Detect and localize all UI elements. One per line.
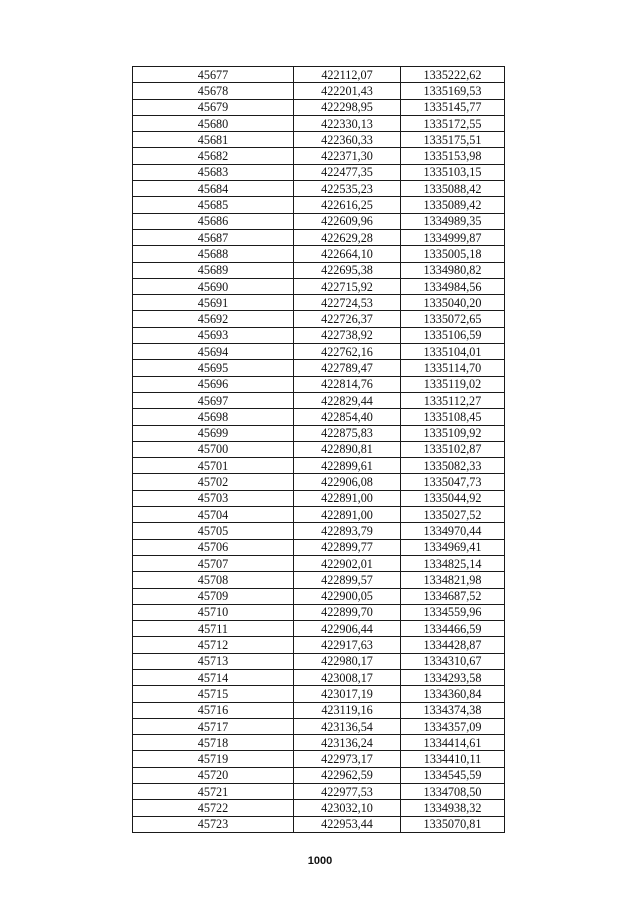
x-coordinate-cell: 422695,38 (294, 262, 401, 278)
x-coordinate-cell: 422899,77 (294, 539, 401, 555)
x-coordinate-cell: 423032,10 (294, 800, 401, 816)
y-coordinate-cell: 1334970,44 (401, 523, 505, 539)
point-number-cell: 45703 (133, 490, 294, 506)
point-number-cell: 45718 (133, 735, 294, 751)
table-row (133, 246, 505, 262)
table-row (133, 751, 505, 767)
table-row (133, 458, 505, 474)
table-row (133, 213, 505, 229)
point-number-cell: 45706 (133, 539, 294, 555)
point-number-cell: 45709 (133, 588, 294, 604)
y-coordinate-cell: 1335088,42 (401, 181, 505, 197)
point-number-cell: 45678 (133, 83, 294, 99)
x-coordinate-cell: 423119,16 (294, 702, 401, 718)
y-coordinate-cell: 1334708,50 (401, 784, 505, 800)
x-coordinate-cell: 422535,23 (294, 181, 401, 197)
y-coordinate-cell: 1335175,51 (401, 132, 505, 148)
point-number-cell: 45707 (133, 555, 294, 571)
table-row (133, 425, 505, 441)
table-row (133, 539, 505, 555)
y-coordinate-cell: 1334687,52 (401, 588, 505, 604)
x-coordinate-cell: 422891,00 (294, 507, 401, 523)
x-coordinate-cell: 422629,28 (294, 229, 401, 245)
x-coordinate-cell: 422980,17 (294, 653, 401, 669)
y-coordinate-cell: 1335172,55 (401, 115, 505, 131)
point-number-cell: 45693 (133, 327, 294, 343)
point-number-cell: 45695 (133, 360, 294, 376)
point-number-cell: 45716 (133, 702, 294, 718)
x-coordinate-cell: 422477,35 (294, 164, 401, 180)
x-coordinate-cell: 422890,81 (294, 441, 401, 457)
y-coordinate-cell: 1335082,33 (401, 458, 505, 474)
point-number-cell: 45713 (133, 653, 294, 669)
table-row (133, 588, 505, 604)
y-coordinate-cell: 1335222,62 (401, 67, 505, 83)
table-row (133, 490, 505, 506)
table-row (133, 555, 505, 571)
x-coordinate-cell: 422899,61 (294, 458, 401, 474)
table-row (133, 686, 505, 702)
y-coordinate-cell: 1335153,98 (401, 148, 505, 164)
table-row (133, 718, 505, 734)
table-row (133, 262, 505, 278)
point-number-cell: 45680 (133, 115, 294, 131)
x-coordinate-cell: 423008,17 (294, 669, 401, 685)
y-coordinate-cell: 1335106,59 (401, 327, 505, 343)
x-coordinate-cell: 422977,53 (294, 784, 401, 800)
point-number-cell: 45697 (133, 392, 294, 408)
x-coordinate-cell: 422726,37 (294, 311, 401, 327)
y-coordinate-cell: 1335109,92 (401, 425, 505, 441)
table-row (133, 311, 505, 327)
point-number-cell: 45719 (133, 751, 294, 767)
table-row (133, 800, 505, 816)
table-row (133, 621, 505, 637)
table-row (133, 99, 505, 115)
point-number-cell: 45705 (133, 523, 294, 539)
y-coordinate-cell: 1334984,56 (401, 278, 505, 294)
x-coordinate-cell: 422953,44 (294, 816, 401, 832)
x-coordinate-cell: 422891,00 (294, 490, 401, 506)
y-coordinate-cell: 1335112,27 (401, 392, 505, 408)
point-number-cell: 45708 (133, 572, 294, 588)
x-coordinate-cell: 422973,17 (294, 751, 401, 767)
table-row (133, 441, 505, 457)
x-coordinate-cell: 422854,40 (294, 409, 401, 425)
y-coordinate-cell: 1335070,81 (401, 816, 505, 832)
table-row (133, 132, 505, 148)
y-coordinate-cell: 1335103,15 (401, 164, 505, 180)
x-coordinate-cell: 422902,01 (294, 555, 401, 571)
table-row (133, 344, 505, 360)
x-coordinate-cell: 422360,33 (294, 132, 401, 148)
point-number-cell: 45687 (133, 229, 294, 245)
x-coordinate-cell: 422899,57 (294, 572, 401, 588)
table-row (133, 735, 505, 751)
y-coordinate-cell: 1334310,67 (401, 653, 505, 669)
point-number-cell: 45714 (133, 669, 294, 685)
x-coordinate-cell: 422738,92 (294, 327, 401, 343)
coordinates-table-body (133, 67, 505, 833)
table-row (133, 327, 505, 343)
table-row (133, 572, 505, 588)
table-row (133, 295, 505, 311)
point-number-cell: 45696 (133, 376, 294, 392)
y-coordinate-cell: 1334360,84 (401, 686, 505, 702)
x-coordinate-cell: 422330,13 (294, 115, 401, 131)
table-row (133, 409, 505, 425)
table-row (133, 197, 505, 213)
x-coordinate-cell: 422893,79 (294, 523, 401, 539)
x-coordinate-cell: 422112,07 (294, 67, 401, 83)
table-row (133, 474, 505, 490)
table-row (133, 148, 505, 164)
y-coordinate-cell: 1334980,82 (401, 262, 505, 278)
x-coordinate-cell: 422201,43 (294, 83, 401, 99)
y-coordinate-cell: 1334466,59 (401, 621, 505, 637)
y-coordinate-cell: 1335169,53 (401, 83, 505, 99)
point-number-cell: 45700 (133, 441, 294, 457)
point-number-cell: 45712 (133, 637, 294, 653)
table-row (133, 604, 505, 620)
coordinates-table (132, 66, 505, 833)
x-coordinate-cell: 423136,54 (294, 718, 401, 734)
table-row (133, 523, 505, 539)
point-number-cell: 45711 (133, 621, 294, 637)
y-coordinate-cell: 1335108,45 (401, 409, 505, 425)
x-coordinate-cell: 422899,70 (294, 604, 401, 620)
x-coordinate-cell: 423017,19 (294, 686, 401, 702)
y-coordinate-cell: 1334545,59 (401, 767, 505, 783)
x-coordinate-cell: 422829,44 (294, 392, 401, 408)
table-row (133, 784, 505, 800)
y-coordinate-cell: 1335119,02 (401, 376, 505, 392)
table-row (133, 392, 505, 408)
table-row (133, 637, 505, 653)
point-number-cell: 45679 (133, 99, 294, 115)
table-row (133, 181, 505, 197)
x-coordinate-cell: 422814,76 (294, 376, 401, 392)
point-number-cell: 45722 (133, 800, 294, 816)
y-coordinate-cell: 1335072,65 (401, 311, 505, 327)
y-coordinate-cell: 1334938,32 (401, 800, 505, 816)
page-number: 1000 (307, 855, 333, 867)
y-coordinate-cell: 1335047,73 (401, 474, 505, 490)
point-number-cell: 45688 (133, 246, 294, 262)
table-row (133, 376, 505, 392)
y-coordinate-cell: 1334414,61 (401, 735, 505, 751)
point-number-cell: 45699 (133, 425, 294, 441)
y-coordinate-cell: 1335104,01 (401, 344, 505, 360)
point-number-cell: 45677 (133, 67, 294, 83)
y-coordinate-cell: 1334559,96 (401, 604, 505, 620)
y-coordinate-cell: 1334357,09 (401, 718, 505, 734)
point-number-cell: 45723 (133, 816, 294, 832)
y-coordinate-cell: 1334293,58 (401, 669, 505, 685)
table-row (133, 816, 505, 832)
point-number-cell: 45685 (133, 197, 294, 213)
point-number-cell: 45691 (133, 295, 294, 311)
x-coordinate-cell: 422962,59 (294, 767, 401, 783)
point-number-cell: 45702 (133, 474, 294, 490)
table-row (133, 507, 505, 523)
point-number-cell: 45682 (133, 148, 294, 164)
x-coordinate-cell: 422900,05 (294, 588, 401, 604)
y-coordinate-cell: 1335145,77 (401, 99, 505, 115)
x-coordinate-cell: 422917,63 (294, 637, 401, 653)
x-coordinate-cell: 422906,08 (294, 474, 401, 490)
point-number-cell: 45715 (133, 686, 294, 702)
x-coordinate-cell: 423136,24 (294, 735, 401, 751)
point-number-cell: 45689 (133, 262, 294, 278)
y-coordinate-cell: 1334969,41 (401, 539, 505, 555)
y-coordinate-cell: 1334374,38 (401, 702, 505, 718)
table-row (133, 83, 505, 99)
y-coordinate-cell: 1334410,11 (401, 751, 505, 767)
table-row (133, 67, 505, 83)
x-coordinate-cell: 422616,25 (294, 197, 401, 213)
point-number-cell: 45720 (133, 767, 294, 783)
table-row (133, 767, 505, 783)
table-row (133, 702, 505, 718)
point-number-cell: 45710 (133, 604, 294, 620)
y-coordinate-cell: 1335114,70 (401, 360, 505, 376)
point-number-cell: 45694 (133, 344, 294, 360)
y-coordinate-cell: 1334428,87 (401, 637, 505, 653)
point-number-cell: 45690 (133, 278, 294, 294)
table-row (133, 360, 505, 376)
x-coordinate-cell: 422371,30 (294, 148, 401, 164)
point-number-cell: 45704 (133, 507, 294, 523)
table-row (133, 229, 505, 245)
point-number-cell: 45681 (133, 132, 294, 148)
x-coordinate-cell: 422875,83 (294, 425, 401, 441)
y-coordinate-cell: 1334989,35 (401, 213, 505, 229)
table-row (133, 164, 505, 180)
y-coordinate-cell: 1334821,98 (401, 572, 505, 588)
point-number-cell: 45683 (133, 164, 294, 180)
table-row (133, 669, 505, 685)
point-number-cell: 45717 (133, 718, 294, 734)
x-coordinate-cell: 422298,95 (294, 99, 401, 115)
x-coordinate-cell: 422724,53 (294, 295, 401, 311)
point-number-cell: 45698 (133, 409, 294, 425)
table-row (133, 115, 505, 131)
x-coordinate-cell: 422789,47 (294, 360, 401, 376)
y-coordinate-cell: 1335089,42 (401, 197, 505, 213)
x-coordinate-cell: 422715,92 (294, 278, 401, 294)
y-coordinate-cell: 1335005,18 (401, 246, 505, 262)
x-coordinate-cell: 422609,96 (294, 213, 401, 229)
y-coordinate-cell: 1334825,14 (401, 555, 505, 571)
point-number-cell: 45701 (133, 458, 294, 474)
x-coordinate-cell: 422762,16 (294, 344, 401, 360)
point-number-cell: 45684 (133, 181, 294, 197)
point-number-cell: 45686 (133, 213, 294, 229)
y-coordinate-cell: 1335027,52 (401, 507, 505, 523)
x-coordinate-cell: 422906,44 (294, 621, 401, 637)
table-row (133, 278, 505, 294)
point-number-cell: 45692 (133, 311, 294, 327)
y-coordinate-cell: 1335102,87 (401, 441, 505, 457)
y-coordinate-cell: 1335044,92 (401, 490, 505, 506)
y-coordinate-cell: 1334999,87 (401, 229, 505, 245)
x-coordinate-cell: 422664,10 (294, 246, 401, 262)
table-row (133, 653, 505, 669)
point-number-cell: 45721 (133, 784, 294, 800)
y-coordinate-cell: 1335040,20 (401, 295, 505, 311)
